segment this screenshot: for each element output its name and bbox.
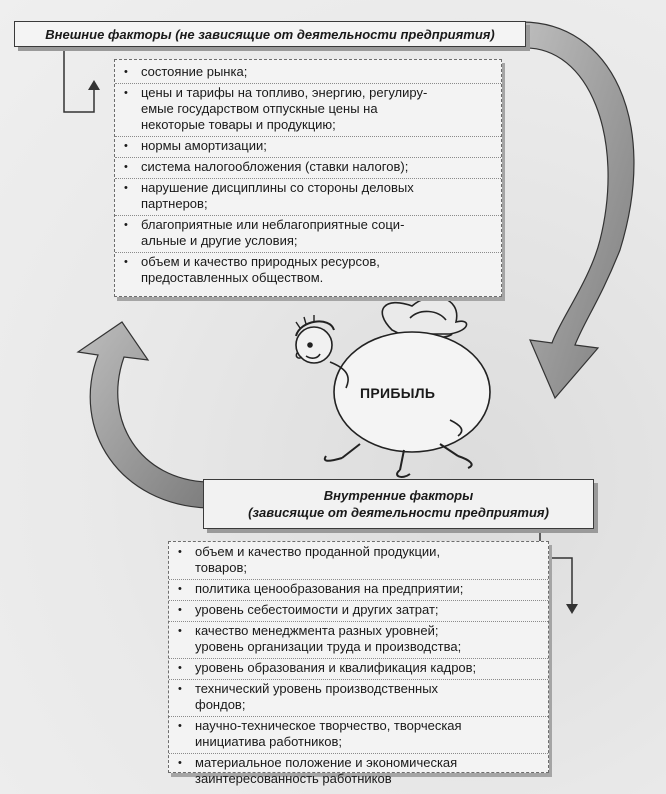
list-item: [169, 602, 548, 622]
list-item: [115, 138, 501, 158]
external-factors-title: [14, 21, 526, 47]
list-item-line: качество менеджмента разных уровней;: [195, 623, 439, 638]
curved-arrow-top-right: [522, 22, 634, 398]
external-connector-line: [64, 47, 94, 112]
bullet-icon: •: [178, 683, 182, 695]
internal-factors-list: [169, 544, 548, 790]
list-item: [169, 755, 548, 790]
external-factors-panel: [114, 59, 502, 297]
profit-label: ПРИБЫЛЬ: [360, 385, 436, 401]
list-item-line: товаров;: [195, 560, 248, 575]
list-item-line: технический уровень производственных: [195, 681, 439, 696]
curved-arrow-bottom-left: [78, 322, 208, 508]
list-item-line: благоприятные или неблагоприятные соци-: [141, 217, 405, 232]
bullet-icon: •: [124, 87, 128, 99]
list-item-line: научно-техническое творчество, творческая: [195, 718, 462, 733]
list-item-line: материальное положение и экономическая: [195, 755, 458, 770]
list-item-line: уровень себестоимости и других затрат;: [195, 602, 439, 617]
bullet-icon: •: [178, 662, 182, 674]
internal-factors-title-line1: Внутренние факторы: [323, 488, 474, 503]
internal-factors-panel: [168, 541, 549, 786]
bullet-icon: •: [178, 625, 182, 637]
list-item: [115, 64, 501, 84]
list-item: [115, 85, 501, 137]
list-item: [115, 159, 501, 179]
list-item-line: политика ценообразования на предприятии;: [195, 581, 464, 596]
list-item-line: альные и другие условия;: [141, 233, 298, 248]
list-item-line: инициатива работников;: [195, 734, 342, 749]
bullet-icon: •: [124, 66, 128, 78]
external-connector-arrowhead: [88, 80, 100, 90]
list-item-line: емые государством отпускные цены на: [141, 101, 378, 116]
list-item-line: предоставленных обществом.: [141, 270, 324, 285]
list-item-line: нарушение дисциплины со стороны деловых: [141, 180, 414, 195]
bullet-icon: •: [124, 140, 128, 152]
list-item: [115, 217, 501, 253]
list-item-line: объем и качество природных ресурсов,: [141, 254, 380, 269]
list-item: [169, 660, 548, 680]
list-item: [115, 180, 501, 216]
list-item-line: уровень организации труда и производства;: [195, 639, 462, 654]
list-item: [169, 581, 548, 601]
list-item-line: уровень образования и квалификация кадров;: [195, 660, 477, 675]
list-item-line: система налогообложения (ставки налогов);: [141, 159, 409, 174]
bullet-icon: •: [124, 219, 128, 231]
internal-factors-title-line2: (зависящие от деятельности предприятия): [248, 505, 549, 520]
external-factors-list: [115, 64, 501, 289]
list-item: [169, 544, 548, 580]
internal-factors-title: [203, 479, 594, 529]
external-factors-title-text: Внешние факторы (не зависящие от деятельности предприятия): [45, 26, 495, 42]
list-item: [169, 623, 548, 659]
internal-connector-arrowhead: [566, 604, 578, 614]
bullet-icon: •: [124, 182, 128, 194]
list-item-line: цены и тарифы на топливо, энергию, регулиру-: [141, 85, 428, 100]
bullet-icon: •: [124, 256, 128, 268]
list-item-line: объем и качество проданной продукции,: [195, 544, 441, 559]
list-item: [169, 681, 548, 717]
bullet-icon: •: [178, 757, 182, 769]
list-item: [169, 718, 548, 754]
list-item-line: некоторые товары и продукцию;: [141, 117, 336, 132]
list-item-line: заинтересованность работников: [195, 771, 392, 786]
list-item-line: фондов;: [195, 697, 246, 712]
list-item-line: состояние рынка;: [141, 64, 248, 79]
bullet-icon: •: [178, 546, 182, 558]
list-item: [115, 254, 501, 289]
list-item-line: партнеров;: [141, 196, 208, 211]
bullet-icon: •: [178, 720, 182, 732]
bullet-icon: •: [124, 161, 128, 173]
bullet-icon: •: [178, 604, 182, 616]
list-item-line: нормы амортизации;: [141, 138, 267, 153]
bullet-icon: •: [178, 583, 182, 595]
